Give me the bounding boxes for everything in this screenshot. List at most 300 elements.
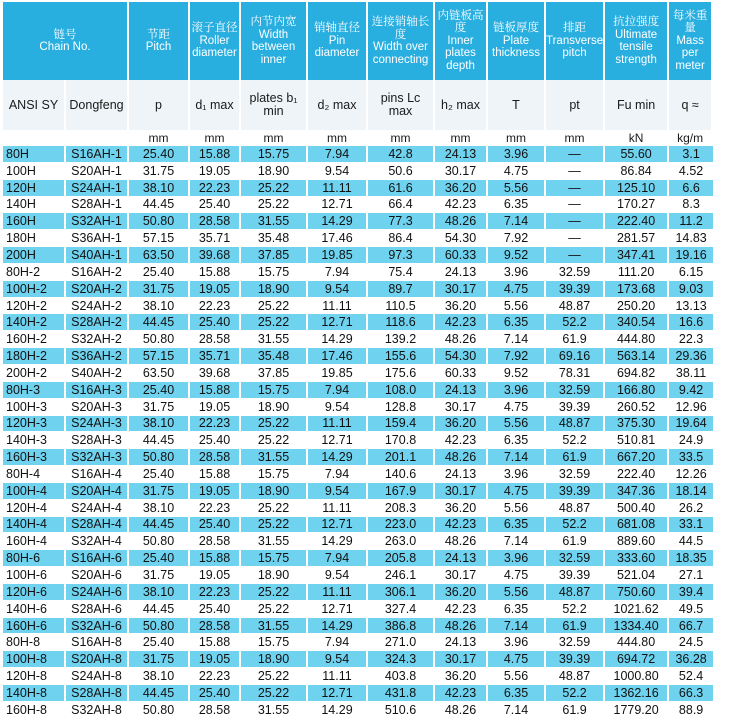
- value-cell: 14.29: [308, 533, 368, 550]
- value-cell: 4.75: [488, 163, 546, 180]
- value-cell: 205.8: [368, 550, 435, 567]
- value-cell: 6.35: [488, 517, 546, 534]
- table-row: [3, 634, 713, 651]
- value-cell: 18.90: [241, 399, 308, 416]
- column-header-en: Plate thickness: [492, 34, 540, 60]
- value-cell: 33.5: [669, 449, 713, 466]
- value-cell: 48.26: [435, 702, 488, 719]
- value-cell: —: [546, 163, 605, 180]
- value-cell: 563.14: [605, 348, 669, 365]
- value-cell: 49.5: [669, 601, 713, 618]
- ansi-cell: 120H-8: [3, 668, 66, 685]
- value-cell: 25.40: [190, 314, 241, 331]
- value-cell: 38.10: [129, 500, 190, 517]
- column-header-en: Pin diameter: [314, 34, 360, 60]
- column-header: [435, 2, 488, 80]
- value-cell: 31.55: [241, 331, 308, 348]
- column-header-en: Roller diameter: [192, 34, 237, 60]
- value-cell: 5.56: [488, 500, 546, 517]
- value-cell: 4.75: [488, 399, 546, 416]
- value-cell: 128.8: [368, 399, 435, 416]
- symbol-cell: q ≈: [669, 80, 713, 130]
- value-cell: 24.13: [435, 264, 488, 281]
- value-cell: 25.22: [241, 197, 308, 214]
- value-cell: 61.6: [368, 180, 435, 197]
- value-cell: 3.96: [488, 550, 546, 567]
- value-cell: 69.16: [546, 348, 605, 365]
- value-cell: 6.35: [488, 685, 546, 702]
- value-cell: 39.68: [190, 365, 241, 382]
- value-cell: 201.1: [368, 449, 435, 466]
- unit-cell: mm: [368, 130, 435, 146]
- value-cell: 7.94: [308, 382, 368, 399]
- value-cell: 15.75: [241, 634, 308, 651]
- ansi-cell: 120H-4: [3, 500, 66, 517]
- table-row: [3, 281, 713, 298]
- unit-cell: kg/m: [669, 130, 713, 146]
- chain-spec-table: [3, 2, 713, 719]
- value-cell: 1000.80: [605, 668, 669, 685]
- value-cell: 3.96: [488, 634, 546, 651]
- dongfeng-cell: S16AH-8: [66, 634, 129, 651]
- value-cell: 39.39: [546, 651, 605, 668]
- value-cell: 173.68: [605, 281, 669, 298]
- dongfeng-cell: S28AH-2: [66, 314, 129, 331]
- value-cell: 25.40: [129, 634, 190, 651]
- symbol-cell: p: [129, 80, 190, 130]
- value-cell: 52.2: [546, 685, 605, 702]
- value-cell: 44.45: [129, 314, 190, 331]
- value-cell: 75.4: [368, 264, 435, 281]
- value-cell: —: [546, 247, 605, 264]
- value-cell: 25.40: [190, 432, 241, 449]
- dongfeng-cell: S32AH-2: [66, 331, 129, 348]
- value-cell: 5.56: [488, 180, 546, 197]
- value-cell: 42.23: [435, 432, 488, 449]
- value-cell: 28.58: [190, 331, 241, 348]
- value-cell: 15.88: [190, 550, 241, 567]
- value-cell: 681.08: [605, 517, 669, 534]
- value-cell: 25.22: [241, 517, 308, 534]
- symbol-cell: d₁ max: [190, 80, 241, 130]
- value-cell: 444.80: [605, 634, 669, 651]
- value-cell: 25.22: [241, 416, 308, 433]
- unit-cell: mm: [435, 130, 488, 146]
- ansi-cell: 120H-6: [3, 584, 66, 601]
- value-cell: 38.10: [129, 298, 190, 315]
- value-cell: 36.20: [435, 500, 488, 517]
- value-cell: 25.22: [241, 500, 308, 517]
- symbol-cell: ANSI SY: [3, 80, 66, 130]
- value-cell: 44.45: [129, 197, 190, 214]
- dongfeng-cell: S20AH-4: [66, 483, 129, 500]
- value-cell: 6.35: [488, 314, 546, 331]
- ansi-cell: 160H-3: [3, 449, 66, 466]
- value-cell: 6.35: [488, 601, 546, 618]
- value-cell: 55.60: [605, 146, 669, 163]
- ansi-cell: 120H-3: [3, 416, 66, 433]
- value-cell: 750.60: [605, 584, 669, 601]
- dongfeng-cell: S20AH-2: [66, 281, 129, 298]
- value-cell: 3.96: [488, 466, 546, 483]
- value-cell: 25.40: [190, 197, 241, 214]
- value-cell: 510.81: [605, 432, 669, 449]
- value-cell: 38.11: [669, 365, 713, 382]
- value-cell: 52.2: [546, 601, 605, 618]
- value-cell: 9.03: [669, 281, 713, 298]
- value-cell: 15.88: [190, 146, 241, 163]
- value-cell: 66.7: [669, 618, 713, 635]
- dongfeng-cell: S16AH-6: [66, 550, 129, 567]
- value-cell: 19.05: [190, 567, 241, 584]
- value-cell: 444.80: [605, 331, 669, 348]
- value-cell: 12.71: [308, 685, 368, 702]
- value-cell: 24.13: [435, 634, 488, 651]
- table-row: [3, 651, 713, 668]
- dongfeng-cell: S20AH-3: [66, 399, 129, 416]
- value-cell: 694.72: [605, 651, 669, 668]
- dongfeng-cell: S24AH-2: [66, 298, 129, 315]
- column-header-en: Width over connecting: [372, 41, 429, 66]
- table-row: [3, 382, 713, 399]
- dongfeng-cell: S16AH-1: [66, 146, 129, 163]
- value-cell: 25.40: [190, 517, 241, 534]
- value-cell: 17.46: [308, 348, 368, 365]
- ansi-cell: 100H-3: [3, 399, 66, 416]
- value-cell: 6.6: [669, 180, 713, 197]
- column-header: [368, 2, 435, 80]
- value-cell: 48.26: [435, 618, 488, 635]
- value-cell: 9.42: [669, 382, 713, 399]
- value-cell: 31.55: [241, 533, 308, 550]
- value-cell: 5.56: [488, 668, 546, 685]
- dongfeng-cell: S28AH-8: [66, 685, 129, 702]
- value-cell: 14.83: [669, 230, 713, 247]
- value-cell: 222.40: [605, 466, 669, 483]
- value-cell: 25.22: [241, 668, 308, 685]
- value-cell: 246.1: [368, 567, 435, 584]
- value-cell: 110.5: [368, 298, 435, 315]
- value-cell: 6.35: [488, 197, 546, 214]
- value-cell: 25.40: [190, 685, 241, 702]
- column-header-cn: 抗拉强度: [613, 16, 660, 28]
- value-cell: 37.85: [241, 365, 308, 382]
- value-cell: 28.58: [190, 618, 241, 635]
- value-cell: 28.58: [190, 213, 241, 230]
- value-cell: 52.2: [546, 517, 605, 534]
- value-cell: 38.10: [129, 180, 190, 197]
- value-cell: 48.87: [546, 668, 605, 685]
- value-cell: 12.71: [308, 517, 368, 534]
- value-cell: 25.40: [129, 550, 190, 567]
- value-cell: 19.16: [669, 247, 713, 264]
- symbol-row: [3, 80, 713, 130]
- value-cell: —: [546, 213, 605, 230]
- value-cell: 7.14: [488, 702, 546, 719]
- dongfeng-cell: S32AH-3: [66, 449, 129, 466]
- value-cell: 15.75: [241, 264, 308, 281]
- value-cell: 97.3: [368, 247, 435, 264]
- value-cell: 8.3: [669, 197, 713, 214]
- table-row: [3, 533, 713, 550]
- value-cell: 3.1: [669, 146, 713, 163]
- value-cell: 327.4: [368, 601, 435, 618]
- symbol-cell: plates b₁ min: [241, 80, 308, 130]
- value-cell: 19.64: [669, 416, 713, 433]
- ansi-cell: 180H-2: [3, 348, 66, 365]
- value-cell: 4.75: [488, 483, 546, 500]
- dongfeng-cell: S24AH-3: [66, 416, 129, 433]
- symbol-cell: pins Lc max: [368, 80, 435, 130]
- ansi-cell: 140H: [3, 197, 66, 214]
- ansi-cell: 160H: [3, 213, 66, 230]
- unit-cell: mm: [129, 130, 190, 146]
- value-cell: 88.9: [669, 702, 713, 719]
- value-cell: 16.6: [669, 314, 713, 331]
- value-cell: 24.9: [669, 432, 713, 449]
- value-cell: 9.54: [308, 281, 368, 298]
- value-cell: 28.58: [190, 533, 241, 550]
- dongfeng-cell: S16AH-4: [66, 466, 129, 483]
- value-cell: 24.5: [669, 634, 713, 651]
- value-cell: 32.59: [546, 634, 605, 651]
- column-header: [241, 2, 308, 80]
- value-cell: 12.71: [308, 197, 368, 214]
- column-header: [190, 2, 241, 80]
- column-header-cn: 销轴直径: [314, 22, 360, 35]
- value-cell: 5.56: [488, 416, 546, 433]
- value-cell: 166.80: [605, 382, 669, 399]
- value-cell: 30.17: [435, 399, 488, 416]
- ansi-cell: 80H: [3, 146, 66, 163]
- value-cell: 4.75: [488, 651, 546, 668]
- value-cell: 6.35: [488, 432, 546, 449]
- dongfeng-cell: S40AH-1: [66, 247, 129, 264]
- value-cell: 7.94: [308, 146, 368, 163]
- table-body: [3, 146, 713, 719]
- dongfeng-cell: S24AH-1: [66, 180, 129, 197]
- value-cell: —: [546, 197, 605, 214]
- table-row: [3, 163, 713, 180]
- value-cell: 48.87: [546, 298, 605, 315]
- value-cell: 1779.20: [605, 702, 669, 719]
- value-cell: 25.40: [129, 466, 190, 483]
- value-cell: 306.1: [368, 584, 435, 601]
- value-cell: 375.30: [605, 416, 669, 433]
- value-cell: 48.26: [435, 213, 488, 230]
- value-cell: 18.90: [241, 281, 308, 298]
- value-cell: 35.71: [190, 348, 241, 365]
- table-row: [3, 466, 713, 483]
- ansi-cell: 200H: [3, 247, 66, 264]
- value-cell: 42.23: [435, 197, 488, 214]
- value-cell: 48.26: [435, 533, 488, 550]
- value-cell: 155.6: [368, 348, 435, 365]
- value-cell: 31.75: [129, 483, 190, 500]
- value-cell: 140.6: [368, 466, 435, 483]
- value-cell: 50.80: [129, 618, 190, 635]
- dongfeng-cell: S40AH-2: [66, 365, 129, 382]
- value-cell: 25.40: [129, 146, 190, 163]
- ansi-cell: 160H-6: [3, 618, 66, 635]
- value-cell: 42.23: [435, 517, 488, 534]
- column-header-en: Width between inner: [251, 28, 296, 66]
- value-cell: 15.75: [241, 466, 308, 483]
- dongfeng-cell: S28AH-1: [66, 197, 129, 214]
- table-row: [3, 180, 713, 197]
- value-cell: 7.94: [308, 550, 368, 567]
- value-cell: 9.54: [308, 567, 368, 584]
- ansi-cell: 120H-2: [3, 298, 66, 315]
- value-cell: 7.14: [488, 618, 546, 635]
- value-cell: 44.45: [129, 601, 190, 618]
- value-cell: 19.05: [190, 399, 241, 416]
- table-row: [3, 298, 713, 315]
- value-cell: 222.40: [605, 213, 669, 230]
- value-cell: 347.36: [605, 483, 669, 500]
- ansi-cell: 100H-8: [3, 651, 66, 668]
- value-cell: 35.48: [241, 348, 308, 365]
- unit-cell: mm: [308, 130, 368, 146]
- column-header: [488, 2, 546, 80]
- table-row: [3, 331, 713, 348]
- column-header-cn: 链板厚度: [493, 22, 539, 35]
- dongfeng-cell: S36AH-1: [66, 230, 129, 247]
- unit-cell: [66, 130, 129, 146]
- value-cell: 48.87: [546, 584, 605, 601]
- value-cell: 13.13: [669, 298, 713, 315]
- table-row: [3, 517, 713, 534]
- value-cell: 6.15: [669, 264, 713, 281]
- value-cell: 36.20: [435, 416, 488, 433]
- value-cell: 66.4: [368, 197, 435, 214]
- value-cell: 50.80: [129, 213, 190, 230]
- value-cell: 7.94: [308, 264, 368, 281]
- dongfeng-cell: S20AH-1: [66, 163, 129, 180]
- value-cell: 108.0: [368, 382, 435, 399]
- ansi-cell: 180H: [3, 230, 66, 247]
- value-cell: 19.05: [190, 281, 241, 298]
- value-cell: 7.94: [308, 634, 368, 651]
- symbol-cell: d₂ max: [308, 80, 368, 130]
- value-cell: 18.90: [241, 483, 308, 500]
- value-cell: 66.3: [669, 685, 713, 702]
- ansi-cell: 80H-4: [3, 466, 66, 483]
- value-cell: 24.13: [435, 146, 488, 163]
- value-cell: 36.20: [435, 180, 488, 197]
- table-row: [3, 702, 713, 719]
- dongfeng-cell: S32AH-6: [66, 618, 129, 635]
- value-cell: 19.05: [190, 651, 241, 668]
- value-cell: 60.33: [435, 247, 488, 264]
- value-cell: 14.29: [308, 331, 368, 348]
- value-cell: 36.20: [435, 584, 488, 601]
- value-cell: 31.75: [129, 281, 190, 298]
- value-cell: 60.33: [435, 365, 488, 382]
- value-cell: 11.2: [669, 213, 713, 230]
- column-header-cn: 节距: [147, 28, 170, 41]
- value-cell: 11.11: [308, 298, 368, 315]
- value-cell: —: [546, 180, 605, 197]
- value-cell: 18.35: [669, 550, 713, 567]
- value-cell: 25.40: [129, 382, 190, 399]
- dongfeng-cell: S24AH-6: [66, 584, 129, 601]
- value-cell: 11.11: [308, 500, 368, 517]
- value-cell: 48.26: [435, 449, 488, 466]
- value-cell: 694.82: [605, 365, 669, 382]
- ansi-cell: 100H: [3, 163, 66, 180]
- value-cell: 22.23: [190, 668, 241, 685]
- ansi-cell: 160H-4: [3, 533, 66, 550]
- value-cell: 111.20: [605, 264, 669, 281]
- value-cell: 27.1: [669, 567, 713, 584]
- value-cell: 57.15: [129, 230, 190, 247]
- column-header-en: Inner plates depth: [445, 34, 476, 72]
- table-row: [3, 432, 713, 449]
- value-cell: 431.8: [368, 685, 435, 702]
- dongfeng-cell: S24AH-4: [66, 500, 129, 517]
- value-cell: 52.4: [669, 668, 713, 685]
- value-cell: 30.17: [435, 483, 488, 500]
- table-row: [3, 197, 713, 214]
- table-row: [3, 264, 713, 281]
- value-cell: 48.87: [546, 416, 605, 433]
- value-cell: 159.4: [368, 416, 435, 433]
- value-cell: 39.68: [190, 247, 241, 264]
- value-cell: 22.23: [190, 500, 241, 517]
- value-cell: 500.40: [605, 500, 669, 517]
- value-cell: 7.14: [488, 331, 546, 348]
- value-cell: 44.45: [129, 517, 190, 534]
- value-cell: 667.20: [605, 449, 669, 466]
- value-cell: 38.10: [129, 416, 190, 433]
- table-row: [3, 230, 713, 247]
- table-row: [3, 247, 713, 264]
- unit-cell: mm: [190, 130, 241, 146]
- dongfeng-cell: S28AH-4: [66, 517, 129, 534]
- column-header-en: Ultimate tensile strength: [615, 28, 658, 66]
- value-cell: 28.58: [190, 702, 241, 719]
- value-cell: 78.31: [546, 365, 605, 382]
- value-cell: 61.9: [546, 702, 605, 719]
- ansi-cell: 160H-2: [3, 331, 66, 348]
- value-cell: 340.54: [605, 314, 669, 331]
- value-cell: 77.3: [368, 213, 435, 230]
- value-cell: 61.9: [546, 449, 605, 466]
- value-cell: 31.75: [129, 399, 190, 416]
- column-header: [308, 2, 368, 80]
- value-cell: 22.3: [669, 331, 713, 348]
- value-cell: 36.20: [435, 298, 488, 315]
- dongfeng-cell: S36AH-2: [66, 348, 129, 365]
- table-row: [3, 685, 713, 702]
- unit-cell: kN: [605, 130, 669, 146]
- table-row: [3, 668, 713, 685]
- value-cell: 18.14: [669, 483, 713, 500]
- value-cell: 281.57: [605, 230, 669, 247]
- value-cell: 250.20: [605, 298, 669, 315]
- value-cell: 3.96: [488, 146, 546, 163]
- value-cell: 22.23: [190, 584, 241, 601]
- value-cell: 63.50: [129, 365, 190, 382]
- value-cell: 208.3: [368, 500, 435, 517]
- value-cell: 403.8: [368, 668, 435, 685]
- value-cell: 271.0: [368, 634, 435, 651]
- value-cell: 37.85: [241, 247, 308, 264]
- table-row: [3, 449, 713, 466]
- value-cell: 31.55: [241, 702, 308, 719]
- value-cell: 9.54: [308, 483, 368, 500]
